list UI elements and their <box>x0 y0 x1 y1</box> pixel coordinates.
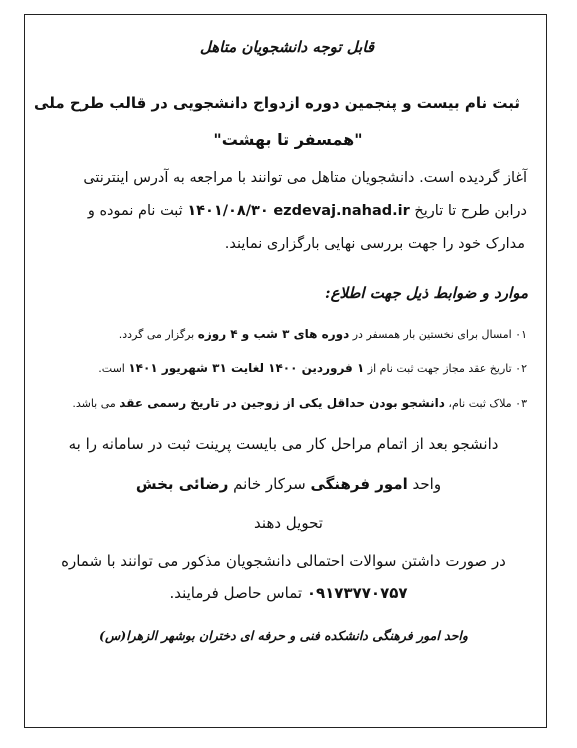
contact-line-1: در صورت داشتن سوالات احتمالی دانشجویان مذکور می توانند با شماره <box>61 552 506 570</box>
rule-number: ۰۳ <box>515 397 527 410</box>
body-line-3: مدارک خود را جهت بررسی نهایی بارگزاری نمایند. <box>224 236 525 252</box>
rule-text: امسال برای نخستین بار همسفر در <box>352 328 512 341</box>
instruction-line-3: تحویل دهند <box>254 514 323 532</box>
contact-line-2 <box>120 584 457 602</box>
body-line-2 <box>60 203 527 219</box>
rule-text-end: است. <box>98 362 125 375</box>
intro-line: ثبت نام بیست و پنجمین دوره ازدواج دانشجویی در قالب طرح ملی <box>34 94 520 112</box>
rule-item-2 <box>90 361 527 375</box>
instruction-department: امور فرهنگی <box>310 475 408 493</box>
contact-suffix: تماس حاصل فرمایند. <box>169 584 303 602</box>
instruction-line-2 <box>60 475 517 493</box>
rule-item-1 <box>100 327 527 341</box>
rule-highlight: ۱ فروردین ۱۴۰۰ لغایت ۳۱ شهریور ۱۴۰۱ <box>128 361 365 375</box>
rule-item-3 <box>40 396 527 410</box>
instruction-unit: واحد <box>412 475 442 493</box>
rule-highlight: دوره های ۳ شب و ۴ روزه <box>197 327 350 341</box>
rules-title: موارد و ضوابط ذیل جهت اطلاع: <box>325 284 528 302</box>
body-line-2-prefix: درابن طرح تا تاریخ <box>414 203 527 219</box>
rule-text-end: برگزار می گردد. <box>118 328 195 341</box>
body-line-2-suffix: ثبت نام نموده و <box>87 203 183 219</box>
instruction-person: رضائی بخش <box>135 475 229 493</box>
instruction-line-1 <box>40 435 527 453</box>
rule-text: ملاک ثبت نام، <box>448 397 512 410</box>
rule-number: ۰۲ <box>515 362 527 375</box>
notice-header: قابل توجه دانشجویان متاهل <box>199 38 375 56</box>
contact-phone: ۰۹۱۷۳۷۷۰۷۵۷ <box>306 584 408 602</box>
instruction-text: دانشجو بعد از اتمام مراحل کار می بایست پرینت ثبت در سامانه را به <box>68 435 499 453</box>
rule-text: تاریخ عقد مجاز جهت ثبت نام از <box>367 362 512 375</box>
rule-highlight: دانشجو بودن حداقل یکی از زوجین در تاریخ رسمی عقد <box>119 396 445 410</box>
campaign-name: "همسفر تا بهشت" <box>213 130 363 149</box>
footer-signature: واحد امور فرهنگی دانشکده فنی و حرفه ای دختران بوشهر الزهرا(س) <box>99 628 468 643</box>
rule-number: ۰۱ <box>515 328 527 341</box>
body-line-1: آغاز گردیده است. دانشجویان متاهل می توانند با مراجعه به آدرس اینترنتی <box>83 170 527 186</box>
rule-text-end: می باشد. <box>72 397 116 410</box>
website-link[interactable]: ezdevaj.nahad.ir <box>273 203 410 219</box>
instruction-title: سرکار خانم <box>233 475 306 493</box>
deadline-date: ۱۴۰۱/۰۸/۳۰ <box>187 203 269 219</box>
